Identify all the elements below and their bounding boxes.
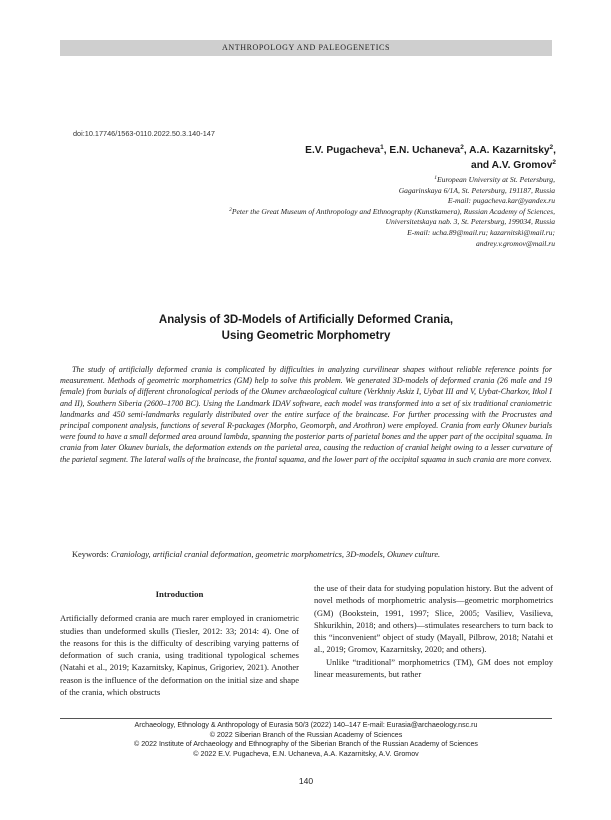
section-header [60, 40, 552, 56]
doi[interactable]: doi:10.17746/1563-0110.2022.50.3.140-147 [73, 129, 215, 138]
page-number: 140 [298, 776, 314, 786]
author-line-1 [136, 143, 556, 158]
affiliation-email[interactable]: E-mail: ucha.89@mail.ru; kazarnitski@mail.ru; [407, 227, 555, 237]
author-affiliation-mark: 1 [380, 144, 384, 151]
column-left [60, 588, 299, 698]
affiliation-address: Gagarinskaya 6/1A, St. Petersburg, 191187, Russia [398, 185, 555, 195]
affiliation-mark: 2 [229, 206, 232, 213]
affiliation-email[interactable]: E-mail: pugacheva.kar@yandex.ru [447, 196, 555, 206]
author-name: A.A. Kazarnitsky [469, 145, 550, 156]
affiliation-address: Universitetskaya nab. 3, St. Petersburg, 199034, Russia [385, 217, 555, 227]
section-heading-introduction: Introduction [155, 589, 204, 599]
body-paragraph: Unlike “traditional” morphometrics (TM), GM does not employ linear measurements, but rather [314, 656, 553, 680]
column-right [314, 582, 553, 680]
title-line: Using Geometric Morphometry [221, 329, 391, 342]
keywords [60, 549, 552, 560]
author-affiliation-mark: 2 [552, 159, 556, 166]
affiliation-2 [35, 207, 555, 218]
affiliation-institution: European University at St. Petersburg, [437, 175, 555, 184]
author-name: E.N. Uchaneva [389, 145, 461, 156]
keywords-label: Keywords: [72, 550, 109, 559]
affiliation-institution: Peter the Great Museum of Anthropology and Ethnography (Kunstkamera), Russian Academy of Sciences, [231, 206, 555, 216]
author-separator: , [463, 145, 470, 156]
footer [60, 721, 552, 759]
footer-journal-line: Archaeology, Ethnology & Anthropology of Eurasia 50/3 (2022) 140–147 E-mail: Eurasia@archaeology.nsc.ru [134, 721, 478, 729]
affiliation-mark: 1 [434, 175, 438, 181]
footer-copyright-line: © 2022 Institute of Archaeology and Ethnography of the Siberian Branch of the Russian Academy of Sciences [134, 740, 478, 748]
author-separator: , [383, 145, 390, 156]
footer-copyright-line: © 2022 Siberian Branch of the Russian Academy of Sciences [209, 730, 403, 739]
author-affiliation-mark: 2 [549, 144, 554, 151]
affiliation-1 [35, 175, 555, 186]
section-title: ANTHROPOLOGY AND PALEOGENETICS [221, 43, 391, 52]
author-affiliation-mark: 2 [460, 144, 464, 151]
abstract: The study of artificially deformed crania is complicated by difficulties in analyzing curvilinear shapes without reliable reference points for measurement. Methods of geometric morphometrics (GM) help to solve this problem. We generated 3D-models of deformed crania (26 male and 19 female) from burials of different chronological periods of the Okunev archaeological culture (Verkhniy Askiz I, Uybat III and V, Uybat-Charkov, Itkol I and II), Southern Siberia (2600–1700 BC). Using the Landmark IDAV software, each model was transformed into a set of six traditional craniometric landmarks and 450 semi-landmarks regularly distributed over the entire surface of the braincase. For further processing with the Procrustes and principal component analysis, functions of several R-packages (Morpho, Geomorph, and Arothron) were employed. Crania from early Okunev burials were found to have a small deformed area around lambda, spanning the posterior parts of parietal bones and the upper part of the occipital squama. In crania from later Okunev burials, the deformation extends on the parietal area, causing the reduction of cranial height owing to a lesser curvature of the parietal segment. The lateral walls of the braincase, the frontal squama, and the lower part of the occipital squama in such crania are more convex. [60, 365, 552, 464]
footer-copyright-line: © 2022 E.V. Pugacheva, E.N. Uchaneva, A.A. Kazarnitsky, A.V. Gromov [193, 749, 419, 758]
keywords-text: Craniology, artificial cranial deformation, geometric morphometrics, 3D-models, Okunev culture. [110, 550, 441, 559]
body-paragraph: the use of their data for studying population history. But the advent of novel methods of morphometric analysis—geometric morphometrics (GM) (Bookstein, 1991, 1997; Slice, 2005; Vasiliev, Vasilieva, Shkurikhin, 2018; and others)—stimulates researchers to turn back to this “inconvenient” object of study (Mayall, Pilbrow, 2018; Natahi et al., 2019; Gromov, Kazarnitsky, 2020; and others). [314, 583, 553, 655]
author-line-2 [136, 158, 556, 173]
author-name: and A.V. Gromov [471, 160, 553, 171]
footer-divider [60, 718, 552, 719]
author-name: E.V. Pugacheva [305, 145, 381, 156]
affiliations [35, 175, 555, 249]
author-list [136, 143, 556, 173]
body-paragraph: Artificially deformed crania are much rarer employed in craniometric studies than undeformed skulls (Tiesler, 2012: 33; 2014: 4). One of the reasons for this is the difficulty of describing varying patterns of deformation of such crania, using traditional typological schemes (Natahi et al., 2019; Kazarnitsky, Kapinus, Grigoriev, 2021). Another reason is the influence of the deformation on the initial size and shape of the crania, which obstructs [60, 613, 299, 698]
title-line: Analysis of 3D-Models of Artificially Deformed Crania, [158, 314, 454, 326]
affiliation-email[interactable]: andrey.v.gromov@mail.ru [475, 238, 555, 248]
author-separator: , [553, 145, 556, 156]
article-title [60, 313, 552, 344]
